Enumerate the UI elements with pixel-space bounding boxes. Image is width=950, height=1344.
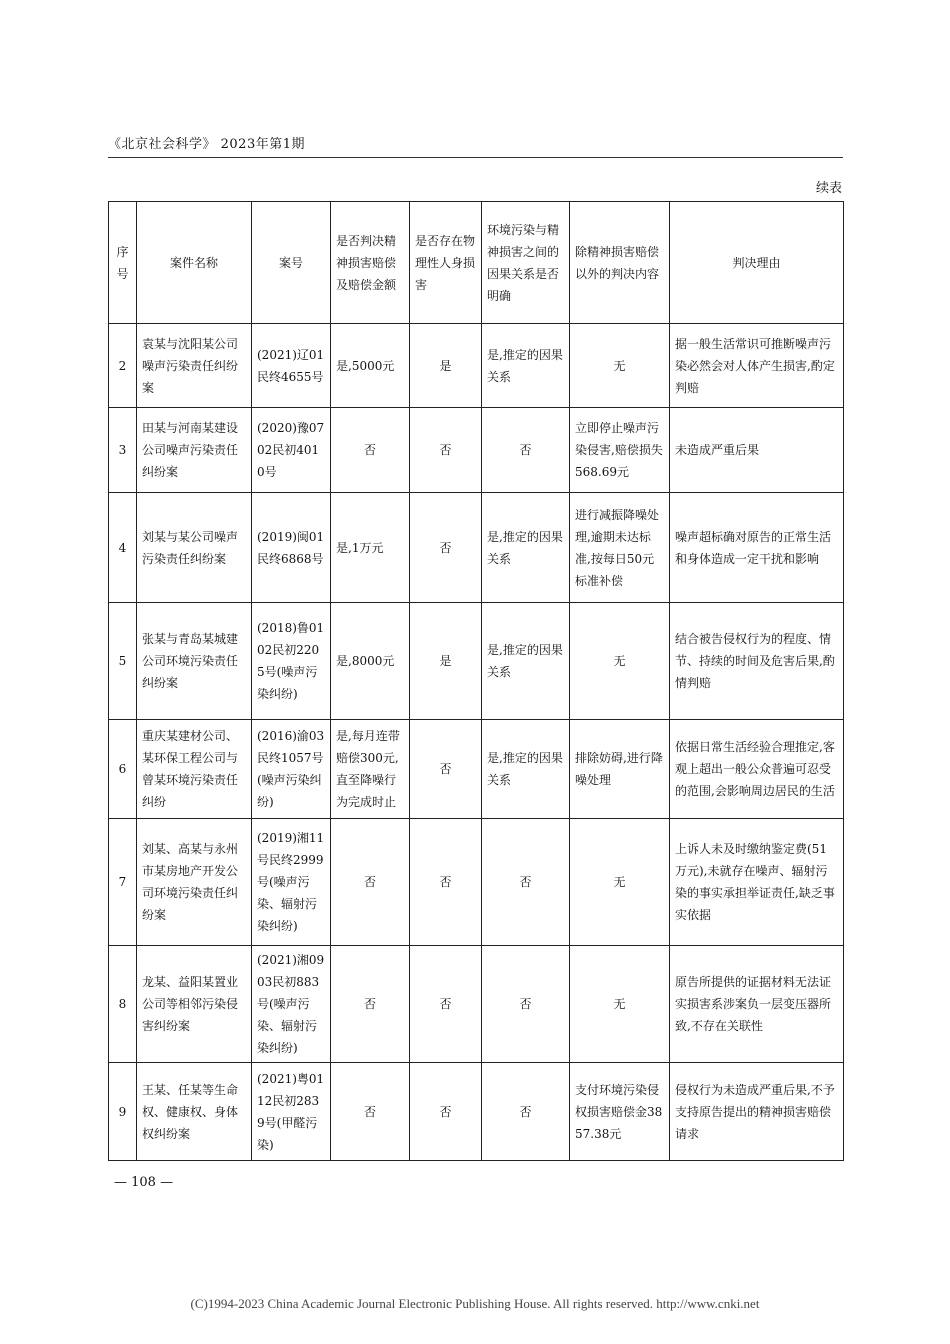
table-row (109, 946, 844, 1063)
page-number: — 108 — (114, 1175, 174, 1190)
other-judgment-cell: 立即停止噪声污染侵害,赔偿损失568.69元 (570, 408, 670, 493)
case-id-cell: (2020)豫0702民初4010号 (252, 408, 331, 493)
other-judgment-cell: 排除妨碍,进行降噪处理 (570, 720, 670, 819)
physical-harm-cell: 否 (410, 1063, 482, 1161)
reason-cell: 依据日常生活经验合理推定,客观上超出一般公众普遍可忍受的范围,会影响周边居民的生活 (670, 720, 844, 819)
causation-cell: 是,推定的因果关系 (482, 493, 570, 603)
compensation-cell: 是,每月连带赔偿300元,直至降噪行为完成时止 (331, 720, 410, 819)
case-id-cell: (2021)湘0903民初883号(噪声污染、辐射污染纠纷) (252, 946, 331, 1063)
compensation-cell: 是,1万元 (331, 493, 410, 603)
reason-cell: 侵权行为未造成严重后果,不予支持原告提出的精神损害赔偿请求 (670, 1063, 844, 1161)
case-number-cell: 9 (109, 1063, 137, 1161)
other-judgment-cell: 支付环境污染侵权损害赔偿金3857.38元 (570, 1063, 670, 1161)
compensation-cell: 是,8000元 (331, 603, 410, 720)
causation-cell: 是,推定的因果关系 (482, 324, 570, 408)
case-number-cell: 2 (109, 324, 137, 408)
case-table (108, 201, 844, 1161)
table-row (109, 408, 844, 493)
reason-cell: 噪声超标确对原告的正常生活和身体造成一定干扰和影响 (670, 493, 844, 603)
column-header: 是否存在物理性人身损害 (410, 202, 482, 324)
case-number-cell: 4 (109, 493, 137, 603)
reason-cell: 原告所提供的证据材料无法证实损害系涉案负一层变压器所致,不存在关联性 (670, 946, 844, 1063)
case-name-cell: 龙某、益阳某置业公司等相邻污染侵害纠纷案 (137, 946, 252, 1063)
other-judgment-cell: 进行减振降噪处理,逾期未达标准,按每日50元标准补偿 (570, 493, 670, 603)
physical-harm-cell: 否 (410, 408, 482, 493)
case-name-cell: 重庆某建材公司、某环保工程公司与曾某环境污染责任纠纷 (137, 720, 252, 819)
column-header: 除精神损害赔偿以外的判决内容 (570, 202, 670, 324)
case-name-cell: 张某与青岛某城建公司环境污染责任纠纷案 (137, 603, 252, 720)
table-row (109, 603, 844, 720)
other-judgment-cell: 无 (570, 946, 670, 1063)
compensation-cell: 否 (331, 819, 410, 946)
case-number-cell: 6 (109, 720, 137, 819)
compensation-cell: 否 (331, 408, 410, 493)
compensation-cell: 否 (331, 1063, 410, 1161)
column-header: 案号 (252, 202, 331, 324)
table-row (109, 720, 844, 819)
case-name-cell: 王某、任某等生命权、健康权、身体权纠纷案 (137, 1063, 252, 1161)
causation-cell: 否 (482, 819, 570, 946)
column-header: 环境污染与精神损害之间的因果关系是否明确 (482, 202, 570, 324)
column-header: 序号 (109, 202, 137, 324)
compensation-cell: 否 (331, 946, 410, 1063)
column-header: 判决理由 (670, 202, 844, 324)
case-id-cell: (2019)闽01民终6868号 (252, 493, 331, 603)
continued-label: 续表 (815, 181, 842, 196)
case-number-cell: 7 (109, 819, 137, 946)
case-id-cell: (2019)湘11号民终2999号(噪声污染、辐射污染纠纷) (252, 819, 331, 946)
reason-cell: 未造成严重后果 (670, 408, 844, 493)
column-header: 案件名称 (137, 202, 252, 324)
causation-cell: 否 (482, 408, 570, 493)
causation-cell: 是,推定的因果关系 (482, 720, 570, 819)
physical-harm-cell: 是 (410, 324, 482, 408)
other-judgment-cell: 无 (570, 819, 670, 946)
table-row (109, 819, 844, 946)
journal-header: 《北京社会科学》 2023年第1期 (108, 137, 305, 152)
case-number-cell: 5 (109, 603, 137, 720)
copyright-footer: (C)1994-2023 China Academic Journal Electronic Publishing House. All rights reserved. http://www.cnki.net (190, 1296, 760, 1311)
column-header: 是否判决精神损害赔偿及赔偿金额 (331, 202, 410, 324)
case-name-cell: 刘某、高某与永州市某房地产开发公司环境污染责任纠纷案 (137, 819, 252, 946)
other-judgment-cell: 无 (570, 603, 670, 720)
case-id-cell: (2021)辽01民终4655号 (252, 324, 331, 408)
case-name-cell: 袁某与沈阳某公司噪声污染责任纠纷案 (137, 324, 252, 408)
causation-cell: 否 (482, 1063, 570, 1161)
compensation-cell: 是,5000元 (331, 324, 410, 408)
physical-harm-cell: 是 (410, 603, 482, 720)
reason-cell: 据一般生活常识可推断噪声污染必然会对人体产生损害,酌定判赔 (670, 324, 844, 408)
reason-cell: 上诉人未及时缴纳鉴定费(51万元),未就存在噪声、辐射污染的事实承担举证责任,缺乏事实依据 (670, 819, 844, 946)
physical-harm-cell: 否 (410, 819, 482, 946)
reason-cell: 结合被告侵权行为的程度、情节、持续的时间及危害后果,酌情判赔 (670, 603, 844, 720)
table-row (109, 493, 844, 603)
header-rule (108, 157, 843, 158)
case-name-cell: 田某与河南某建设公司噪声污染责任纠纷案 (137, 408, 252, 493)
physical-harm-cell: 否 (410, 720, 482, 819)
case-id-cell: (2021)粤0112民初2839号(甲醛污染) (252, 1063, 331, 1161)
case-id-cell: (2016)渝03民终1057号(噪声污染纠纷) (252, 720, 331, 819)
case-number-cell: 8 (109, 946, 137, 1063)
table-row (109, 324, 844, 408)
case-id-cell: (2018)鲁0102民初2205号(噪声污染纠纷) (252, 603, 331, 720)
other-judgment-cell: 无 (570, 324, 670, 408)
physical-harm-cell: 否 (410, 493, 482, 603)
case-number-cell: 3 (109, 408, 137, 493)
causation-cell: 否 (482, 946, 570, 1063)
physical-harm-cell: 否 (410, 946, 482, 1063)
case-name-cell: 刘某与某公司噪声污染责任纠纷案 (137, 493, 252, 603)
table-row (109, 1063, 844, 1161)
causation-cell: 是,推定的因果关系 (482, 603, 570, 720)
